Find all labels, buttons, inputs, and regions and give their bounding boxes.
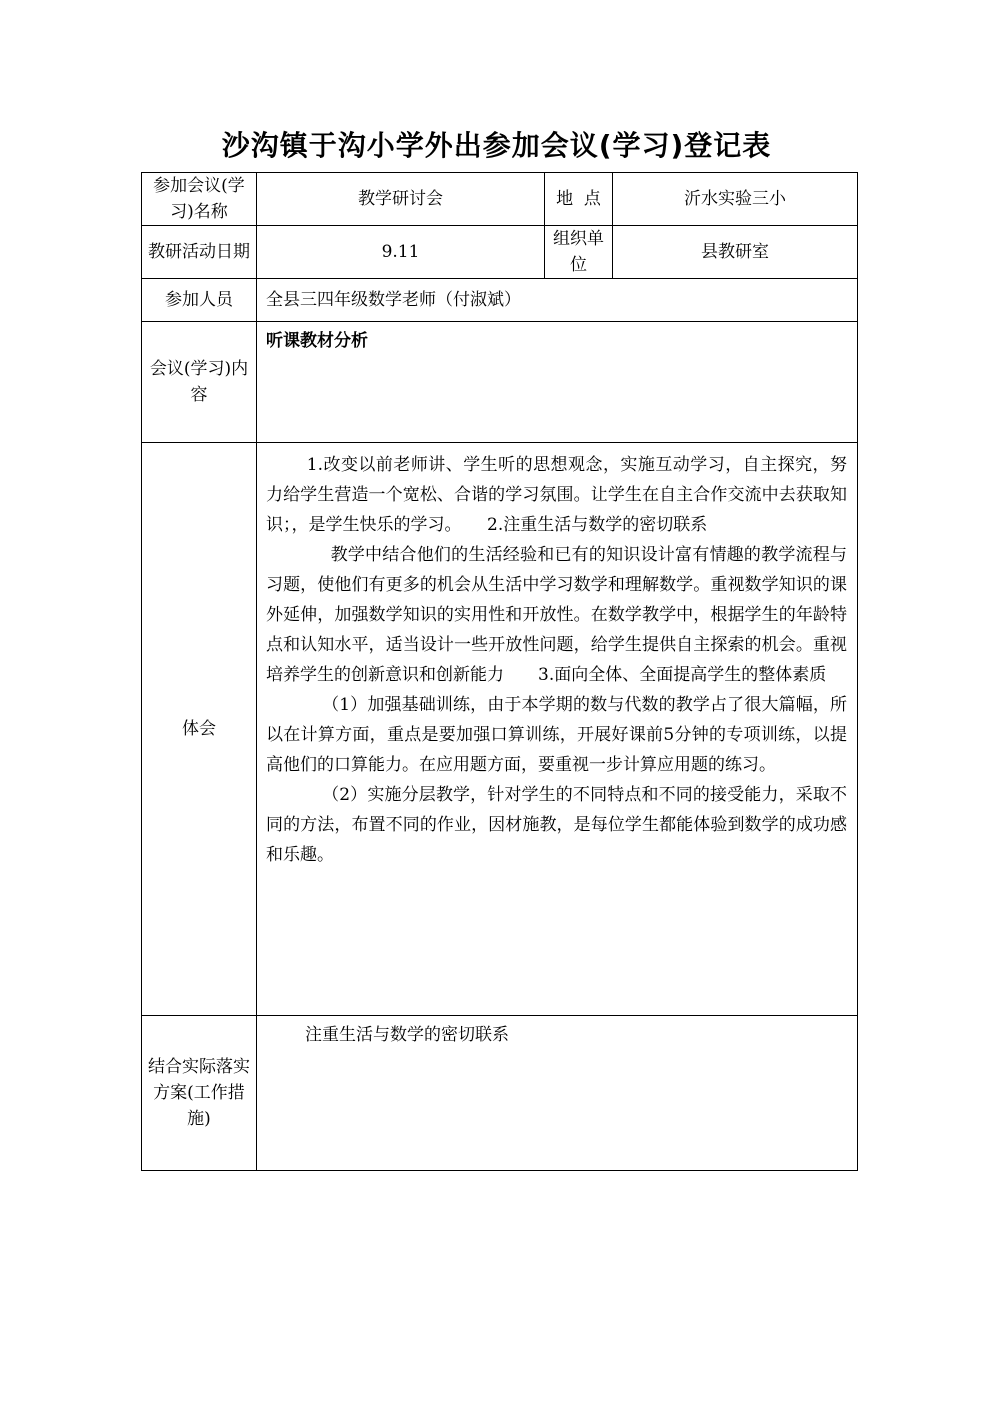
registration-form-table bbox=[141, 172, 858, 1171]
reflection-label: 体会 bbox=[142, 443, 257, 1016]
location-label: 地 点 bbox=[545, 173, 613, 226]
meeting-content-label: 会议(学习)内容 bbox=[142, 322, 257, 443]
meeting-name-label: 参加会议(学习)名称 bbox=[142, 173, 257, 226]
organizer-label: 组织单位 bbox=[545, 226, 613, 279]
activity-date-value: 9.11 bbox=[257, 226, 545, 279]
activity-date-row bbox=[142, 226, 858, 279]
reflection-row bbox=[142, 443, 858, 1016]
location-value: 沂水实验三小 bbox=[613, 173, 858, 226]
implementation-plan-cell bbox=[257, 1016, 858, 1171]
participants-row bbox=[142, 279, 858, 322]
page-title: 沙沟镇于沟小学外出参加会议(学习)登记表 bbox=[221, 129, 772, 162]
meeting-content-row bbox=[142, 322, 858, 443]
reflection-paragraph-4: （2）实施分层教学，针对学生的不同特点和不同的接受能力，采取不同的方法，布置不同的作业，因材施教，是每位学生都能体验到数学的成功感和乐趣。 bbox=[266, 785, 847, 865]
reflection-text bbox=[257, 443, 857, 870]
implementation-plan-label: 结合实际落实方案(工作措施) bbox=[142, 1016, 257, 1171]
meeting-content-cell bbox=[257, 322, 858, 443]
activity-date-label: 教研活动日期 bbox=[142, 226, 257, 279]
organizer-value: 县教研室 bbox=[613, 226, 858, 279]
reflection-paragraph-3: （1）加强基础训练，由于本学期的数与代数的教学占了很大篇幅，所以在计算方面，重点是要加强口算训练，开展好课前5分钟的专项训练，以提高他们的口算能力。在应用题方面，要重视一步计算应用题的练习。 bbox=[266, 695, 847, 775]
reflection-cell bbox=[257, 443, 858, 1016]
meeting-name-row bbox=[142, 173, 858, 226]
meeting-content-value: 听课教材分析 bbox=[266, 331, 368, 351]
reflection-paragraph-2: 教学中结合他们的生活经验和已有的知识设计富有情趣的教学流程与习题，使他们有更多的机会从生活中学习数学和理解数学。重视数学知识的课外延伸，加强数学知识的实用性和开放性。在数学教学中，根据学生的年龄特点和认知水平，适当设计一些开放性问题，给学生提供自主探索的机会。重视培养学生的创新意识和创新能力 3.面向全体、全面提高学生的整体素质 bbox=[266, 545, 847, 685]
implementation-plan-value: 注重生活与数学的密切联系 bbox=[305, 1025, 509, 1045]
participants-value: 全县三四年级数学老师（付淑斌） bbox=[257, 279, 858, 322]
implementation-plan-row bbox=[142, 1016, 858, 1171]
reflection-paragraph-1: 1.改变以前老师讲、学生听的思想观念，实施互动学习，自主探究，努力给学生营造一个宽松、合谐的学习氛围。让学生在自主合作交流中去获取知识；，是学生快乐的学习。 2.注重生活与数学的密切联系 bbox=[266, 455, 847, 535]
meeting-name-value: 教学研讨会 bbox=[257, 173, 545, 226]
participants-label: 参加人员 bbox=[142, 279, 257, 322]
